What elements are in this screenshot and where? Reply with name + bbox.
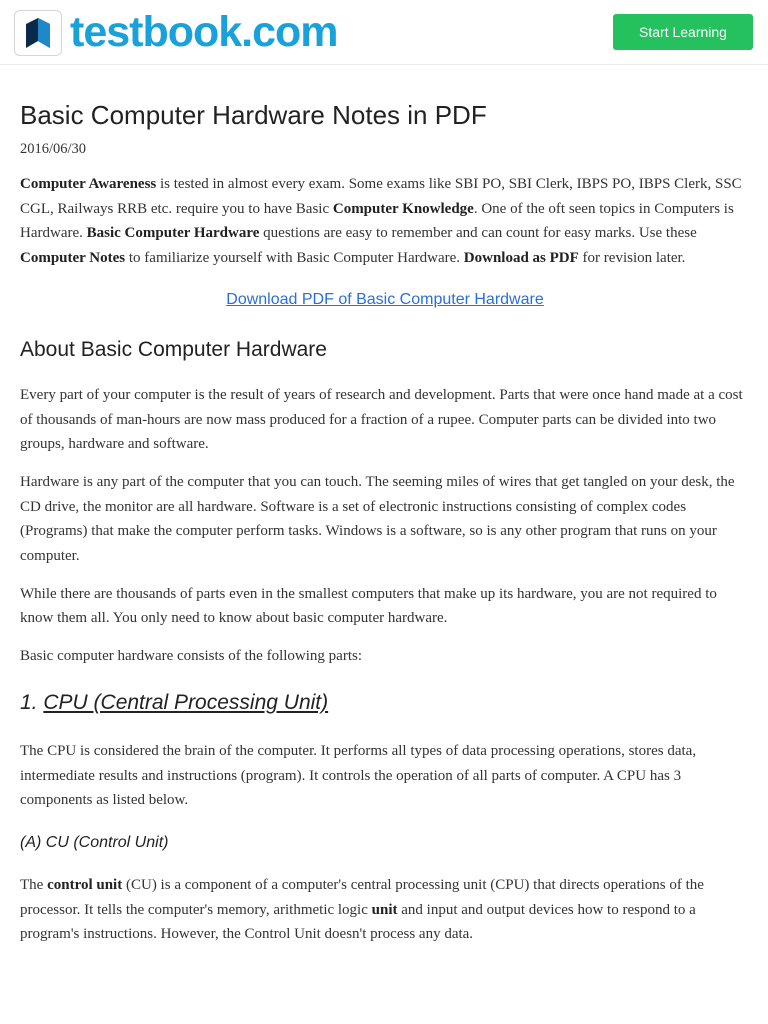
start-learning-button[interactable]: Start Learning <box>613 14 753 50</box>
cpu-heading: 1. CPU (Central Processing Unit) <box>20 690 329 714</box>
about-paragraph-2: Hardware is any part of the computer that you can touch. The seeming miles of wires that get tangled on your desk, the CD drive, the monitor are all hardware. Software is a set of electronic instructions consisting of complex codes (Programs) that make the computer perform tasks. Windows is a software, so is any other program that runs on your computer. <box>20 473 735 565</box>
about-paragraph-4: Basic computer hardware consists of the following parts: <box>20 648 362 665</box>
download-pdf-link[interactable]: Download PDF of Basic Computer Hardware <box>226 290 544 308</box>
cpu-heading-link[interactable]: CPU (Central Processing Unit) <box>43 690 329 714</box>
about-paragraph-1: Every part of your computer is the result of years of research and development. Parts that were once hand made at a cost of thousands of man-hours are now mass produced for a fraction of a rupee. Computer parts can be divided into two groups, hardware and software. <box>20 386 743 453</box>
article-date: 2016/06/30 <box>20 141 87 157</box>
about-paragraph-3: While there are thousands of parts even in the smallest computers that make up its hardware, you are not required to know them all. You only need to know about basic computer hardware. <box>20 585 717 627</box>
article-title: Basic Computer Hardware Notes in PDF <box>20 100 487 130</box>
testbook-logo-icon[interactable] <box>14 10 62 56</box>
article-content <box>20 64 750 947</box>
about-heading: About Basic Computer Hardware <box>20 337 327 361</box>
site-logo-text[interactable]: testbook.com <box>70 8 338 56</box>
cu-heading: (A) CU (Control Unit) <box>20 833 169 851</box>
cpu-paragraph: The CPU is considered the brain of the computer. It performs all types of data processing operations, stores data, intermediate results and instructions (program). It controls the operation of all parts of computer. A CPU has 3 components as listed below. <box>20 742 697 809</box>
site-header <box>0 0 768 65</box>
cu-paragraph: The control unit (CU) is a component of a computer's central processing unit (CPU) that directs operations of the processor. It tells the computer's memory, arithmetic logic unit and input and output devices how to respond to a program's instructions. However, the Control Unit doesn't process any data. <box>20 876 704 943</box>
intro-paragraph: Computer Awareness is tested in almost every exam. Some exams like SBI PO, SBI Clerk, IBPS PO, IBPS Clerk, SSC CGL, Railways RRB etc. require you to have Basic Computer Knowledge. One of the oft seen topics in Computers is Hardware. Basic Computer Hardware questions are easy to remember and can count for easy marks. Use these Computer Notes to familiarize yourself with Basic Computer Hardware. Download as PDF for revision later. <box>20 176 742 267</box>
